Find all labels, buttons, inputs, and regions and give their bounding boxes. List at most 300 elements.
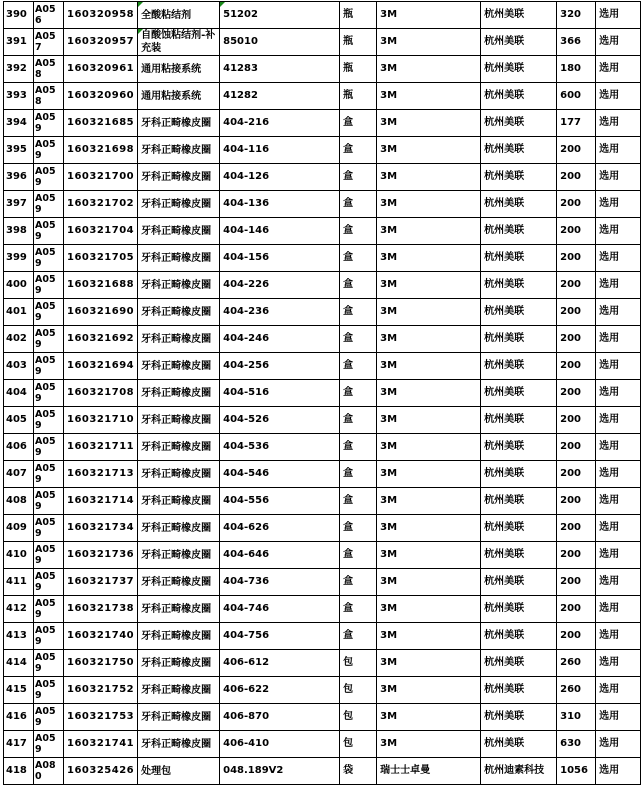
product-name-cell[interactable]: 牙科正畸橡皮圈	[138, 353, 220, 380]
supplier-cell[interactable]: 杭州美联	[481, 326, 557, 353]
supplier-cell[interactable]: 杭州迪素科技	[481, 758, 557, 785]
price-cell[interactable]: 200	[557, 164, 596, 191]
product-name-cell[interactable]: 牙科正畸橡皮圈	[138, 515, 220, 542]
price-cell[interactable]: 200	[557, 461, 596, 488]
brand-cell[interactable]: 3M	[377, 461, 481, 488]
category-code-cell[interactable]: A059	[34, 569, 64, 596]
product-code-cell[interactable]: 160321690	[64, 299, 138, 326]
product-name-cell[interactable]: 牙科正畸橡皮圈	[138, 137, 220, 164]
product-code-cell[interactable]: 160325426	[64, 758, 138, 785]
category-code-cell[interactable]: A057	[34, 29, 64, 56]
supplier-cell[interactable]: 杭州美联	[481, 218, 557, 245]
price-cell[interactable]: 200	[557, 596, 596, 623]
supplier-cell[interactable]: 杭州美联	[481, 137, 557, 164]
category-code-cell[interactable]: A059	[34, 434, 64, 461]
brand-cell[interactable]: 3M	[377, 326, 481, 353]
price-cell[interactable]: 200	[557, 569, 596, 596]
supplier-cell[interactable]: 杭州美联	[481, 596, 557, 623]
category-code-cell[interactable]: A059	[34, 407, 64, 434]
product-code-cell[interactable]: 160320958	[64, 2, 138, 29]
product-name-cell[interactable]: 牙科正畸橡皮圈	[138, 596, 220, 623]
category-code-cell[interactable]: A080	[34, 758, 64, 785]
status-cell[interactable]: 选用	[596, 596, 641, 623]
product-name-cell[interactable]: 牙科正畸橡皮圈	[138, 245, 220, 272]
supplier-cell[interactable]: 杭州美联	[481, 434, 557, 461]
unit-cell[interactable]: 盒	[340, 515, 377, 542]
row-number-cell[interactable]: 394	[4, 110, 34, 137]
supplier-cell[interactable]: 杭州美联	[481, 623, 557, 650]
product-code-cell[interactable]: 160321698	[64, 137, 138, 164]
status-cell[interactable]: 选用	[596, 488, 641, 515]
spec-cell[interactable]: 404-116	[220, 137, 340, 164]
unit-cell[interactable]: 盒	[340, 191, 377, 218]
category-code-cell[interactable]: A059	[34, 164, 64, 191]
spec-cell[interactable]: 404-756	[220, 623, 340, 650]
status-cell[interactable]: 选用	[596, 218, 641, 245]
product-code-cell[interactable]: 160321753	[64, 704, 138, 731]
status-cell[interactable]: 选用	[596, 542, 641, 569]
product-name-cell[interactable]: 牙科正畸橡皮圈	[138, 164, 220, 191]
status-cell[interactable]: 选用	[596, 704, 641, 731]
table-row	[4, 272, 641, 299]
brand-cell[interactable]: 3M	[377, 731, 481, 758]
row-number-cell[interactable]: 413	[4, 623, 34, 650]
brand-cell[interactable]: 3M	[377, 380, 481, 407]
unit-cell[interactable]: 盒	[340, 596, 377, 623]
product-name-cell[interactable]: 牙科正畸橡皮圈	[138, 488, 220, 515]
price-cell[interactable]: 180	[557, 56, 596, 83]
category-code-cell[interactable]: A059	[34, 380, 64, 407]
supplier-cell[interactable]: 杭州美联	[481, 461, 557, 488]
row-number-cell[interactable]: 416	[4, 704, 34, 731]
product-name-cell[interactable]: 牙科正畸橡皮圈	[138, 677, 220, 704]
category-code-cell[interactable]: A059	[34, 704, 64, 731]
product-code-cell[interactable]: 160321700	[64, 164, 138, 191]
product-name-cell[interactable]: 牙科正畸橡皮圈	[138, 731, 220, 758]
supplier-cell[interactable]: 杭州美联	[481, 407, 557, 434]
product-code-cell[interactable]: 160320957	[64, 29, 138, 56]
status-cell[interactable]: 选用	[596, 56, 641, 83]
product-name-cell[interactable]: 牙科正畸橡皮圈	[138, 326, 220, 353]
row-number-cell[interactable]: 403	[4, 353, 34, 380]
status-cell[interactable]: 选用	[596, 137, 641, 164]
row-number-cell[interactable]: 415	[4, 677, 34, 704]
product-code-cell[interactable]: 160320960	[64, 83, 138, 110]
category-code-cell[interactable]: A059	[34, 542, 64, 569]
spec-cell[interactable]: 404-146	[220, 218, 340, 245]
row-number-cell[interactable]: 396	[4, 164, 34, 191]
brand-cell[interactable]: 3M	[377, 488, 481, 515]
product-code-cell[interactable]: 160321702	[64, 191, 138, 218]
spec-cell[interactable]: 404-246	[220, 326, 340, 353]
unit-cell[interactable]: 盒	[340, 407, 377, 434]
spec-cell[interactable]: 404-516	[220, 380, 340, 407]
product-name-cell[interactable]: 牙科正畸橡皮圈	[138, 434, 220, 461]
product-code-cell[interactable]: 160321736	[64, 542, 138, 569]
unit-cell[interactable]: 包	[340, 704, 377, 731]
spec-cell[interactable]: 404-526	[220, 407, 340, 434]
product-code-cell[interactable]: 160321737	[64, 569, 138, 596]
product-name-cell[interactable]: 牙科正畸橡皮圈	[138, 218, 220, 245]
spec-cell[interactable]: 406-612	[220, 650, 340, 677]
product-code-cell[interactable]: 160321708	[64, 380, 138, 407]
product-code-cell[interactable]: 160321704	[64, 218, 138, 245]
row-number-cell[interactable]: 397	[4, 191, 34, 218]
product-name-cell[interactable]: 牙科正畸橡皮圈	[138, 299, 220, 326]
category-code-cell[interactable]: A059	[34, 218, 64, 245]
category-code-cell[interactable]: A059	[34, 488, 64, 515]
brand-cell[interactable]: 3M	[377, 677, 481, 704]
unit-cell[interactable]: 包	[340, 731, 377, 758]
status-cell[interactable]: 选用	[596, 461, 641, 488]
spec-cell[interactable]: 41282	[220, 83, 340, 110]
unit-cell[interactable]: 瓶	[340, 83, 377, 110]
unit-cell[interactable]: 盒	[340, 164, 377, 191]
unit-cell[interactable]: 盒	[340, 137, 377, 164]
unit-cell[interactable]: 盒	[340, 245, 377, 272]
product-code-cell[interactable]: 160321692	[64, 326, 138, 353]
supplier-cell[interactable]: 杭州美联	[481, 677, 557, 704]
price-cell[interactable]: 600	[557, 83, 596, 110]
product-name-cell[interactable]: 牙科正畸橡皮圈	[138, 272, 220, 299]
row-number-cell[interactable]: 411	[4, 569, 34, 596]
product-name-cell[interactable]: 牙科正畸橡皮圈	[138, 461, 220, 488]
unit-cell[interactable]: 盒	[340, 542, 377, 569]
row-number-cell[interactable]: 399	[4, 245, 34, 272]
spec-cell[interactable]: 404-256	[220, 353, 340, 380]
price-cell[interactable]: 177	[557, 110, 596, 137]
product-code-cell[interactable]: 160321688	[64, 272, 138, 299]
price-cell[interactable]: 200	[557, 488, 596, 515]
spec-cell[interactable]: 404-536	[220, 434, 340, 461]
product-code-cell[interactable]: 160321710	[64, 407, 138, 434]
unit-cell[interactable]: 盒	[340, 380, 377, 407]
row-number-cell[interactable]: 410	[4, 542, 34, 569]
unit-cell[interactable]: 瓶	[340, 56, 377, 83]
supplier-cell[interactable]: 杭州美联	[481, 245, 557, 272]
status-cell[interactable]: 选用	[596, 2, 641, 29]
price-cell[interactable]: 320	[557, 2, 596, 29]
row-number-cell[interactable]: 400	[4, 272, 34, 299]
spec-cell[interactable]: 85010	[220, 29, 340, 56]
brand-cell[interactable]: 3M	[377, 596, 481, 623]
status-cell[interactable]: 选用	[596, 164, 641, 191]
status-cell[interactable]: 选用	[596, 191, 641, 218]
spec-cell[interactable]: 048.189V2	[220, 758, 340, 785]
status-cell[interactable]: 选用	[596, 569, 641, 596]
product-name-cell[interactable]: 通用粘接系统	[138, 83, 220, 110]
brand-cell[interactable]: 3M	[377, 137, 481, 164]
category-code-cell[interactable]: A059	[34, 245, 64, 272]
row-number-cell[interactable]: 418	[4, 758, 34, 785]
row-number-cell[interactable]: 412	[4, 596, 34, 623]
brand-cell[interactable]: 3M	[377, 245, 481, 272]
brand-cell[interactable]: 3M	[377, 272, 481, 299]
product-name-cell[interactable]: 牙科正畸橡皮圈	[138, 380, 220, 407]
brand-cell[interactable]: 3M	[377, 83, 481, 110]
brand-cell[interactable]: 3M	[377, 542, 481, 569]
price-cell[interactable]: 260	[557, 650, 596, 677]
row-number-cell[interactable]: 409	[4, 515, 34, 542]
supplier-cell[interactable]: 杭州美联	[481, 515, 557, 542]
category-code-cell[interactable]: A059	[34, 272, 64, 299]
table-row	[4, 434, 641, 461]
category-code-cell[interactable]: A059	[34, 677, 64, 704]
status-cell[interactable]: 选用	[596, 407, 641, 434]
category-code-cell[interactable]: A059	[34, 650, 64, 677]
product-name-cell[interactable]: 处理包	[138, 758, 220, 785]
row-number-cell[interactable]: 417	[4, 731, 34, 758]
product-name-cell[interactable]: 牙科正畸橡皮圈	[138, 650, 220, 677]
unit-cell[interactable]: 盒	[340, 299, 377, 326]
supplier-cell[interactable]: 杭州美联	[481, 56, 557, 83]
supplier-cell[interactable]: 杭州美联	[481, 704, 557, 731]
spec-cell[interactable]: 41283	[220, 56, 340, 83]
brand-cell[interactable]: 3M	[377, 569, 481, 596]
unit-cell[interactable]: 盒	[340, 326, 377, 353]
product-code-cell[interactable]: 160321741	[64, 731, 138, 758]
category-code-cell[interactable]: A059	[34, 299, 64, 326]
spec-cell[interactable]: 404-236	[220, 299, 340, 326]
table-row	[4, 110, 641, 137]
price-cell[interactable]: 200	[557, 542, 596, 569]
spec-cell[interactable]: 404-626	[220, 515, 340, 542]
status-cell[interactable]: 选用	[596, 272, 641, 299]
spec-cell[interactable]: 404-156	[220, 245, 340, 272]
unit-cell[interactable]: 盒	[340, 569, 377, 596]
unit-cell[interactable]: 盒	[340, 218, 377, 245]
spec-cell[interactable]: 404-226	[220, 272, 340, 299]
brand-cell[interactable]: 3M	[377, 650, 481, 677]
supplier-cell[interactable]: 杭州美联	[481, 2, 557, 29]
unit-cell[interactable]: 瓶	[340, 29, 377, 56]
category-code-cell[interactable]: A059	[34, 596, 64, 623]
price-cell[interactable]: 1056	[557, 758, 596, 785]
brand-cell[interactable]: 3M	[377, 299, 481, 326]
price-cell[interactable]: 200	[557, 191, 596, 218]
unit-cell[interactable]: 盒	[340, 488, 377, 515]
supplier-cell[interactable]: 杭州美联	[481, 569, 557, 596]
product-table	[3, 1, 641, 785]
status-cell[interactable]: 选用	[596, 299, 641, 326]
price-cell[interactable]: 200	[557, 353, 596, 380]
product-code-cell[interactable]: 160321711	[64, 434, 138, 461]
brand-cell[interactable]: 3M	[377, 2, 481, 29]
row-number-cell[interactable]: 408	[4, 488, 34, 515]
unit-cell[interactable]: 袋	[340, 758, 377, 785]
supplier-cell[interactable]: 杭州美联	[481, 272, 557, 299]
row-number-cell[interactable]: 395	[4, 137, 34, 164]
price-cell[interactable]: 200	[557, 272, 596, 299]
brand-cell[interactable]: 3M	[377, 407, 481, 434]
product-name-cell[interactable]: 全酸粘结剂	[138, 2, 220, 29]
brand-cell[interactable]: 瑞士士卓曼	[377, 758, 481, 785]
row-number-cell[interactable]: 407	[4, 461, 34, 488]
spec-cell[interactable]: 404-556	[220, 488, 340, 515]
category-code-cell[interactable]: A059	[34, 326, 64, 353]
unit-cell[interactable]: 盒	[340, 353, 377, 380]
brand-cell[interactable]: 3M	[377, 515, 481, 542]
spec-cell[interactable]: 406-410	[220, 731, 340, 758]
unit-cell[interactable]: 盒	[340, 272, 377, 299]
status-cell[interactable]: 选用	[596, 434, 641, 461]
category-code-cell[interactable]: A056	[34, 2, 64, 29]
row-number-cell[interactable]: 391	[4, 29, 34, 56]
status-cell[interactable]: 选用	[596, 623, 641, 650]
spec-cell[interactable]: 404-126	[220, 164, 340, 191]
unit-cell[interactable]: 盒	[340, 434, 377, 461]
status-cell[interactable]: 选用	[596, 326, 641, 353]
price-cell[interactable]: 200	[557, 407, 596, 434]
product-name-cell[interactable]: 牙科正畸橡皮圈	[138, 704, 220, 731]
row-number-cell[interactable]: 392	[4, 56, 34, 83]
product-code-cell[interactable]: 160321713	[64, 461, 138, 488]
product-name-cell[interactable]: 通用粘接系统	[138, 56, 220, 83]
brand-cell[interactable]: 3M	[377, 29, 481, 56]
category-code-cell[interactable]: A059	[34, 191, 64, 218]
product-code-cell[interactable]: 160321752	[64, 677, 138, 704]
supplier-cell[interactable]: 杭州美联	[481, 542, 557, 569]
row-number-cell[interactable]: 404	[4, 380, 34, 407]
status-cell[interactable]: 选用	[596, 83, 641, 110]
supplier-cell[interactable]: 杭州美联	[481, 731, 557, 758]
product-code-cell[interactable]: 160321694	[64, 353, 138, 380]
status-cell[interactable]: 选用	[596, 677, 641, 704]
spec-cell[interactable]: 406-870	[220, 704, 340, 731]
status-cell[interactable]: 选用	[596, 245, 641, 272]
price-cell[interactable]: 200	[557, 434, 596, 461]
price-cell[interactable]: 366	[557, 29, 596, 56]
price-cell[interactable]: 200	[557, 623, 596, 650]
supplier-cell[interactable]: 杭州美联	[481, 299, 557, 326]
supplier-cell[interactable]: 杭州美联	[481, 29, 557, 56]
price-cell[interactable]: 200	[557, 245, 596, 272]
price-cell[interactable]: 310	[557, 704, 596, 731]
unit-cell[interactable]: 盒	[340, 461, 377, 488]
brand-cell[interactable]: 3M	[377, 704, 481, 731]
product-name-cell[interactable]: 牙科正畸橡皮圈	[138, 623, 220, 650]
product-name-cell[interactable]: 牙科正畸橡皮圈	[138, 407, 220, 434]
status-cell[interactable]: 选用	[596, 380, 641, 407]
product-name-cell[interactable]: 牙科正畸橡皮圈	[138, 542, 220, 569]
spec-cell[interactable]: 404-736	[220, 569, 340, 596]
table-row	[4, 704, 641, 731]
status-cell[interactable]: 选用	[596, 650, 641, 677]
price-cell[interactable]: 200	[557, 218, 596, 245]
table-row	[4, 83, 641, 110]
product-code-cell[interactable]: 160321750	[64, 650, 138, 677]
status-cell[interactable]: 选用	[596, 29, 641, 56]
brand-cell[interactable]: 3M	[377, 434, 481, 461]
spec-cell[interactable]: 404-746	[220, 596, 340, 623]
price-cell[interactable]: 200	[557, 326, 596, 353]
product-code-cell[interactable]: 160321685	[64, 110, 138, 137]
unit-cell[interactable]: 瓶	[340, 2, 377, 29]
product-name-cell[interactable]: 牙科正畸橡皮圈	[138, 110, 220, 137]
row-number-cell[interactable]: 402	[4, 326, 34, 353]
status-cell[interactable]: 选用	[596, 731, 641, 758]
spec-cell[interactable]: 51202	[220, 2, 340, 29]
row-number-cell[interactable]: 393	[4, 83, 34, 110]
row-number-cell[interactable]: 414	[4, 650, 34, 677]
unit-cell[interactable]: 盒	[340, 110, 377, 137]
category-code-cell[interactable]: A059	[34, 137, 64, 164]
brand-cell[interactable]: 3M	[377, 164, 481, 191]
category-code-cell[interactable]: A059	[34, 515, 64, 542]
price-cell[interactable]: 200	[557, 515, 596, 542]
price-cell[interactable]: 260	[557, 677, 596, 704]
supplier-cell[interactable]: 杭州美联	[481, 110, 557, 137]
table-row	[4, 650, 641, 677]
price-cell[interactable]: 200	[557, 137, 596, 164]
product-name-cell[interactable]: 牙科正畸橡皮圈	[138, 569, 220, 596]
category-code-cell[interactable]: A059	[34, 353, 64, 380]
category-code-cell[interactable]: A059	[34, 731, 64, 758]
brand-cell[interactable]: 3M	[377, 191, 481, 218]
supplier-cell[interactable]: 杭州美联	[481, 488, 557, 515]
row-number-cell[interactable]: 401	[4, 299, 34, 326]
product-name-cell[interactable]: 自酸蚀粘结剂-补充装	[138, 29, 220, 56]
unit-cell[interactable]: 盒	[340, 623, 377, 650]
unit-cell[interactable]: 包	[340, 650, 377, 677]
product-code-cell[interactable]: 160321734	[64, 515, 138, 542]
supplier-cell[interactable]: 杭州美联	[481, 191, 557, 218]
table-row	[4, 353, 641, 380]
spec-cell[interactable]: 404-136	[220, 191, 340, 218]
category-code-cell[interactable]: A059	[34, 461, 64, 488]
brand-cell[interactable]: 3M	[377, 623, 481, 650]
table-row	[4, 461, 641, 488]
brand-cell[interactable]: 3M	[377, 110, 481, 137]
supplier-cell[interactable]: 杭州美联	[481, 164, 557, 191]
product-code-cell[interactable]: 160321705	[64, 245, 138, 272]
product-code-cell[interactable]: 160321740	[64, 623, 138, 650]
product-code-cell[interactable]: 160320961	[64, 56, 138, 83]
brand-cell[interactable]: 3M	[377, 56, 481, 83]
category-code-cell[interactable]: A059	[34, 110, 64, 137]
spec-cell[interactable]: 404-546	[220, 461, 340, 488]
spec-cell[interactable]: 404-216	[220, 110, 340, 137]
brand-cell[interactable]: 3M	[377, 218, 481, 245]
status-cell[interactable]: 选用	[596, 353, 641, 380]
row-number-cell[interactable]: 390	[4, 2, 34, 29]
price-cell[interactable]: 200	[557, 380, 596, 407]
product-code-cell[interactable]: 160321738	[64, 596, 138, 623]
status-cell[interactable]: 选用	[596, 110, 641, 137]
spec-cell[interactable]: 406-622	[220, 677, 340, 704]
supplier-cell[interactable]: 杭州美联	[481, 380, 557, 407]
supplier-cell[interactable]: 杭州美联	[481, 353, 557, 380]
brand-cell[interactable]: 3M	[377, 353, 481, 380]
category-code-cell[interactable]: A058	[34, 83, 64, 110]
category-code-cell[interactable]: A058	[34, 56, 64, 83]
price-cell[interactable]: 200	[557, 299, 596, 326]
row-number-cell[interactable]: 405	[4, 407, 34, 434]
table-row	[4, 2, 641, 29]
unit-cell[interactable]: 包	[340, 677, 377, 704]
price-cell[interactable]: 630	[557, 731, 596, 758]
supplier-cell[interactable]: 杭州美联	[481, 650, 557, 677]
row-number-cell[interactable]: 406	[4, 434, 34, 461]
product-name-cell[interactable]: 牙科正畸橡皮圈	[138, 191, 220, 218]
product-code-cell[interactable]: 160321714	[64, 488, 138, 515]
category-code-cell[interactable]: A059	[34, 623, 64, 650]
status-cell[interactable]: 选用	[596, 758, 641, 785]
status-cell[interactable]: 选用	[596, 515, 641, 542]
supplier-cell[interactable]: 杭州美联	[481, 83, 557, 110]
spec-cell[interactable]: 404-646	[220, 542, 340, 569]
row-number-cell[interactable]: 398	[4, 218, 34, 245]
